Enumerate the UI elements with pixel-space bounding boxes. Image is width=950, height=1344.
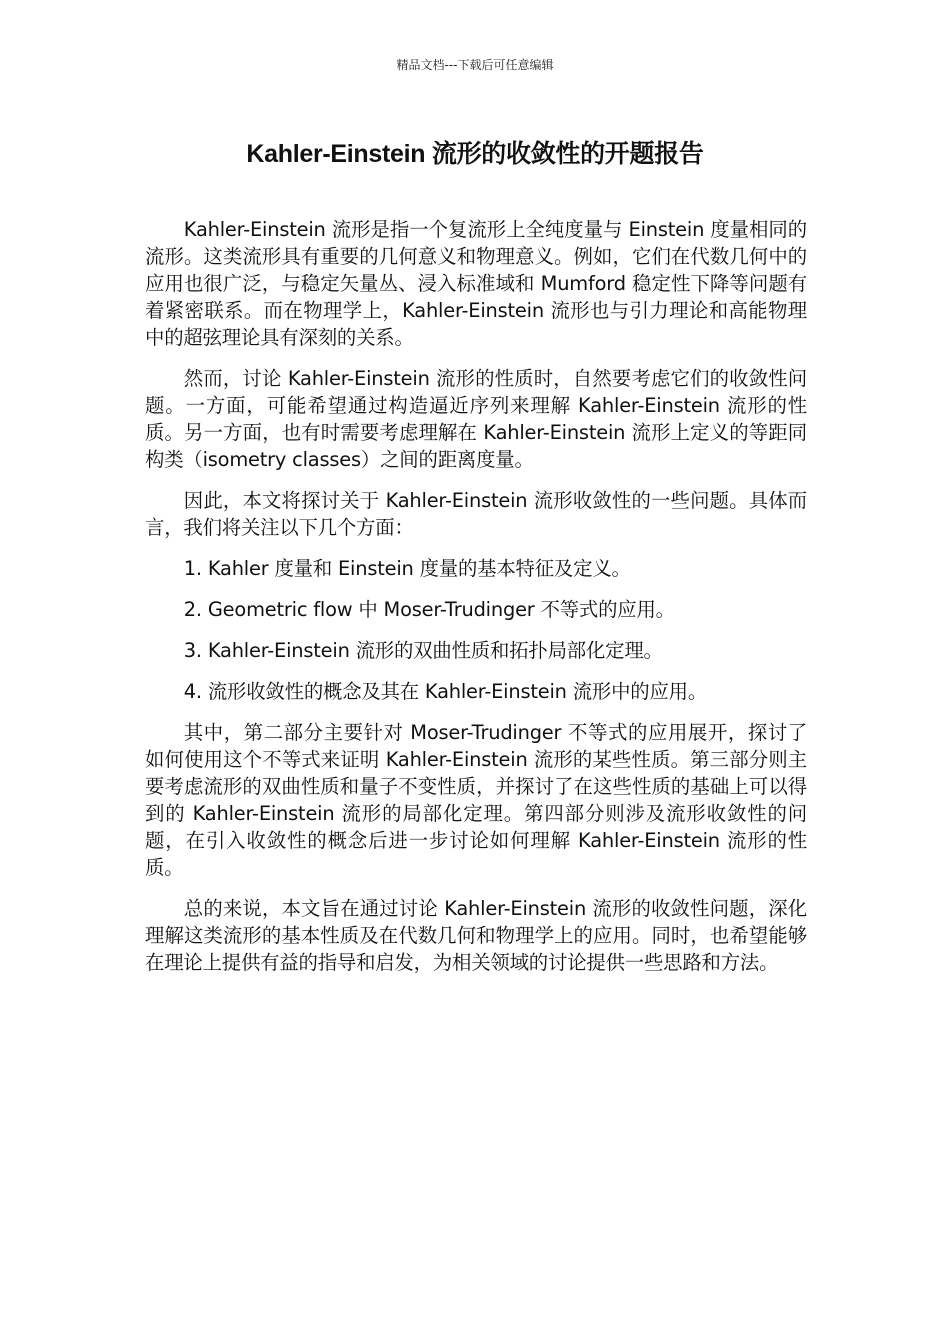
paragraph-intro-1: Kahler-Einstein 流形是指一个复流形上全纯度量与 Einstein 度量相同的流形。这类流形具有重要的几何意义和物理意义。例如，它们在代数几何中的应用也很广泛，与稳定矢量丛、浸入标准域和 Mumford 稳定性下降等问题有着紧密联系。而在物理学上，Kahler-Einstein 流形也与引力理论和高能物理中的超弦理论具有深刻的关系。 [145,218,807,349]
list-item-1: 1. Kahler 度量和 Einstein 度量的基本特征及定义。 [183,557,631,580]
document-title: Kahler-Einstein 流形的收敛性的开题报告 [246,140,704,168]
page-header-note: 精品文档---下载后可任意编辑 [396,58,554,72]
paragraph-intro-3: 因此，本文将探讨关于 Kahler-Einstein 流形收敛性的一些问题。具体而言，我们将关注以下几个方面： [145,489,807,539]
list-item-4: 4. 流形收敛性的概念及其在 Kahler-Einstein 流形中的应用。 [183,680,708,703]
paragraph-outro-2: 总的来说，本文旨在通过讨论 Kahler-Einstein 流形的收敛性问题，深化理解这类流形的基本性质及在代数几何和物理学上的应用。同时，也希望能够在理论上提供有益的指导和启发，为相关领域的讨论提供一些思路和方法。 [145,897,807,974]
paragraph-outro-1: 其中，第二部分主要针对 Moser-Trudinger 不等式的应用展开，探讨了如何使用这个不等式来证明 Kahler-Einstein 流形的某些性质。第三部分则主要考虑流形的双曲性质和量子不变性质，并探讨了在这些性质的基础上可以得到的 Kahler-Einstein 流形的局部化定理。第四部分则涉及流形收敛性的问题，在引入收敛性的概念后进一步讨论如何理解 Kahler-Einstein 流形的性质。 [145,721,807,879]
paragraph-intro-2: 然而，讨论 Kahler-Einstein 流形的性质时，自然要考虑它们的收敛性问题。一方面，可能希望通过构造逼近序列来理解 Kahler-Einstein 流形的性质。另一方面，也有时需要考虑理解在 Kahler-Einstein 流形上定义的等距同构类（isometry classes）之间的距离度量。 [145,367,807,471]
list-item-2: 2. Geometric flow 中 Moser-Trudinger 不等式的应用。 [183,598,675,621]
list-item-3: 3. Kahler-Einstein 流形的双曲性质和拓扑局部化定理。 [183,639,663,662]
document-body [145,216,807,990]
